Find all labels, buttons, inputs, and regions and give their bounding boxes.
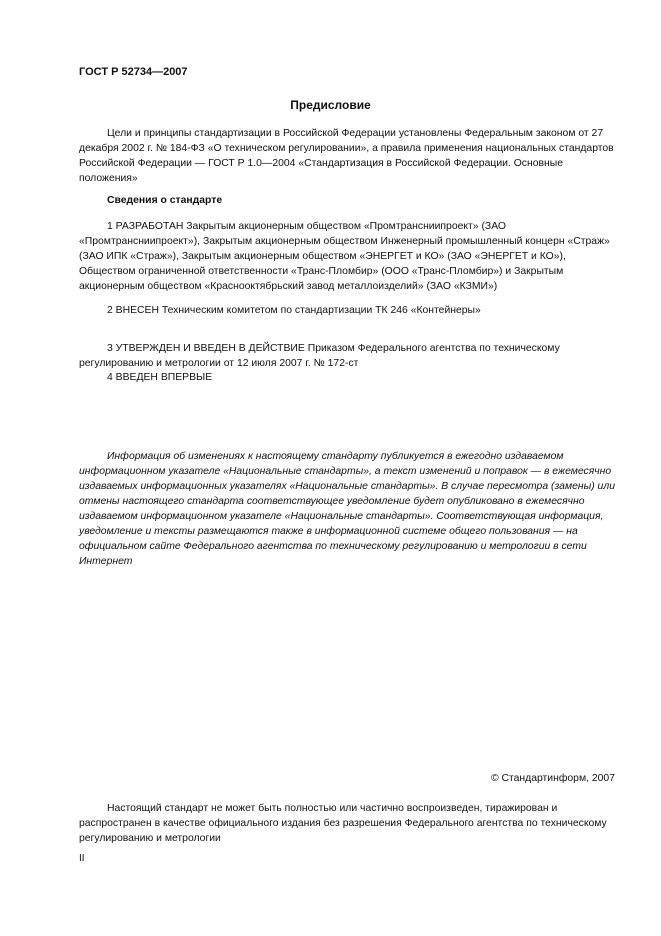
intro-paragraph: Цели и принципы стандартизации в Российской Федерации установлены Федеральным законом от 27 декабря 2002 г. № 184-ФЗ «О техническом регулировании», а правила применения национальных стандартов Российской Федерации — ГОСТ Р 1.0—2004 «Стандартизация в Российской Федерации. Основные положения»: [79, 128, 614, 184]
copyright-line: © Стандартинформ, 2007: [490, 773, 615, 784]
item-developed: 1 РАЗРАБОТАН Закрытым акционерным обществом «Промтрансниипроект» (ЗАО «Промтрансниипроект»), Закрытым акционерным обществом Инженерный промышленный концерн «Страж» (ЗАО ИПК «Страж»), Закрытым акционерным обществом «ЭНЕРГЕТ и КО» (ЗАО «ЭНЕРГЕТ и КО»), Обществом ограниченной ответственности «Транс-Пломбир» (ООО «Транс-Пломбир») и Закрытым акционерным обществом «Краснооктябрьский завод металлоизделий» (ЗАО «КЗМИ»): [79, 221, 610, 292]
item-approved: 3 УТВЕРЖДЕН И ВВЕДЕН В ДЕЙСТВИЕ Приказом Федерального агентства по техническому регулированию и метрологии от 12 июля 2007 г. № 172-ст: [79, 343, 560, 369]
reproduction-notice: Настоящий стандарт не может быть полностью или частично воспроизведен, тиражирован и распространен в качестве официального издания без разрешения Федерального агентства по техническому регулированию и метрологии: [79, 803, 607, 844]
section-heading: Сведения о стандарте: [107, 195, 223, 206]
document-header: ГОСТ Р 52734—2007: [79, 66, 188, 78]
info-notice: Информация об изменениях к настоящему стандарту публикуется в ежегодно издаваемом информационном указателе «Национальные стандарты», а текст изменений и поправок — в ежемесячно издаваемых информационных указателях «Национальные стандарты». В случае пересмотра (замены) или отмены настоящего стандарта соответствующее уведомление будет опубликовано в ежемесячно издаваемом информационном указателе «Национальные стандарты». Соответствующая информация, уведомление и тексты размещаются также в информационной системе общего пользования — на официальном сайте Федерального агентства по техническому регулированию и метрологии в сети Интернет: [79, 451, 615, 567]
page-number: II: [79, 853, 85, 864]
item-submitted: 2 ВНЕСЕН Техническим комитетом по стандартизации ТК 246 «Контейнеры»: [107, 305, 481, 316]
item-introduced: 4 ВВЕДЕН ВПЕРВЫЕ: [107, 372, 213, 383]
page-title: Предисловие: [290, 98, 371, 112]
